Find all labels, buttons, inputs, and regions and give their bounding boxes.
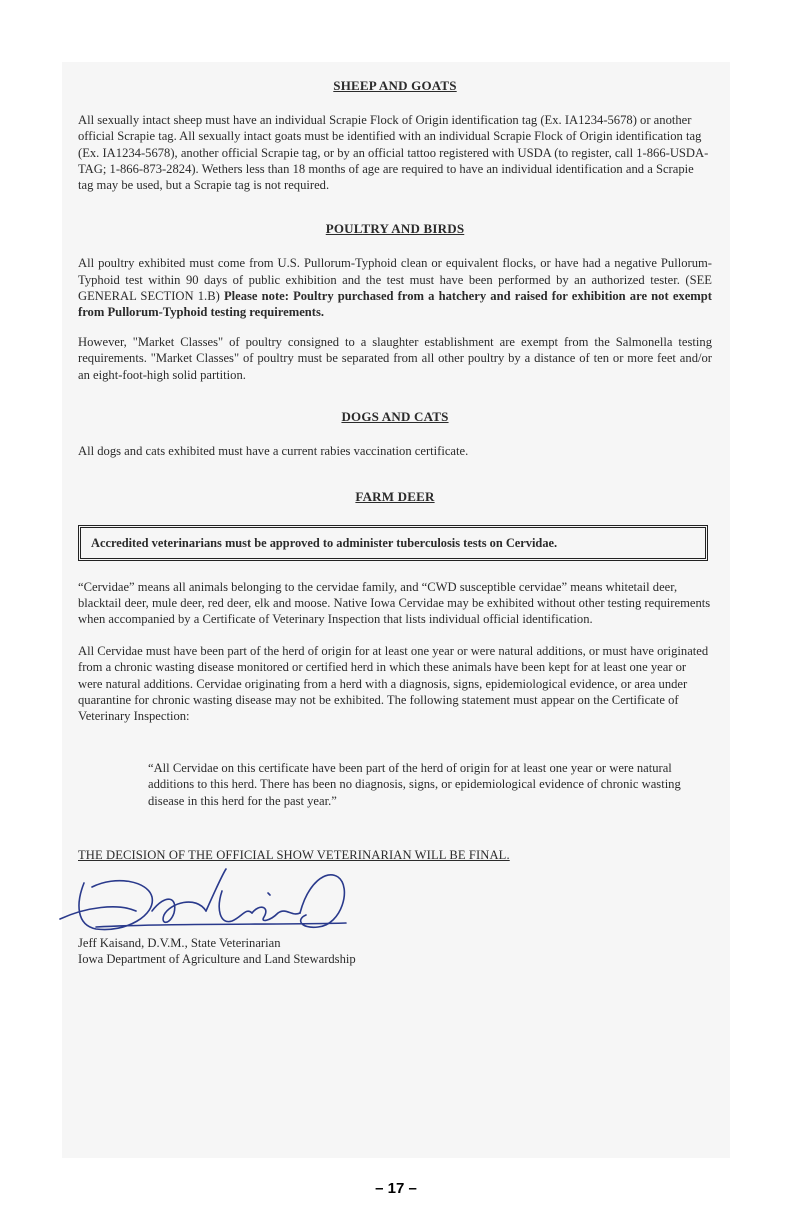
dogs-cats-paragraph: All dogs and cats exhibited must have a current rabies vaccination certificate. [78, 444, 469, 459]
final-decision-statement: THE DECISION OF THE OFFICIAL SHOW VETERINARIAN WILL BE FINAL. [78, 847, 510, 862]
handwritten-signature [56, 863, 386, 939]
cervidae-definition-paragraph: “Cervidae” means all animals belonging to the cervidae family, and “CWD susceptible cervidae” means whitetail deer, blacktail deer, mule deer, red deer, elk and moose. Native Iowa Cervidae may be exhibited without other testing requirements when accompanied by a Certificate of Veterinary Inspection that lists individual official identification. [78, 579, 711, 627]
certificate-statement-quote: “All Cervidae on this certificate have been part of the herd of origin for at least one year or were natural additions to this herd. There has been no diagnosis, signs, or epidemiological evidence of chronic wasting disease in this herd for the past year.” [148, 761, 681, 808]
sheep-goats-paragraph: All sexually intact sheep must have an individual Scrapie Flock of Origin identification tag (Ex. IA1234-5678) or another official Scrapie tag. All sexually intact goats must be identified with an individual Scrapie Flock of Origin identification tag (Ex. IA1234-5678), another official Scrapie tag, or by an official tattoo registered with USDA (to register, call 1-866-USDA-TAG; 1-866-873-2824). Wethers less than 18 months of age are required to have an individual identification and a Scrapie tag may be used, but a Scrapie tag is not required. [78, 113, 709, 193]
poultry-paragraph-1-text: All poultry exhibited must come from U.S. Pullorum-Typhoid clean or equivalent flocks, or have had a negative Pullorum-Typhoid test within 90 days of public exhibition and the test must have been performed by an authorized tester. (SEE GENERAL SECTION 1.B) [78, 256, 712, 303]
poultry-paragraph-2: However, "Market Classes" of poultry consigned to a slaughter establishment are exempt from the Salmonella testing requirements. "Market Classes" of poultry must be separated from all other poultry by a distance of ten or more feet and/or an eight-foot-high solid partition. [78, 335, 712, 382]
dogs-cats-heading: DOGS AND CATS [341, 408, 449, 424]
document-body [78, 78, 712, 968]
sheep-goats-heading: SHEEP AND GOATS [333, 78, 457, 93]
signer-name-title: Jeff Kaisand, D.V.M., State Veterinarian [78, 936, 281, 951]
page-number: – 17 – [375, 1180, 417, 1197]
poultry-paragraph-1 [78, 255, 712, 320]
signature-block [78, 863, 712, 935]
farm-deer-heading: FARM DEER [355, 489, 435, 505]
poultry-note-bold: Please note: Poultry purchased from a hatchery and raised for exhibition are not exempt from Pullorum-Typhoid testing requirements. [78, 288, 712, 320]
poultry-birds-heading: POULTRY AND BIRDS [325, 221, 465, 237]
signer-department: Iowa Department of Agriculture and Land Stewardship [78, 952, 356, 967]
cervidae-requirements-paragraph: All Cervidae must have been part of the herd of origin for at least one year or were natural additions, or must have originated from a chronic wasting disease monitored or certified herd in which these animals have been kept for at least one year or were natural additions. Cervidae originating from a herd with a diagnosis, signs, epidemiological evidence, or area under quarantine for chronic wasting disease may not be exhibited. The following statement must appear on the Certificate of Veterinary Inspection: [78, 644, 709, 724]
tuberculosis-notice-box: Accredited veterinarians must be approved to administer tuberculosis tests on Cervidae. [78, 525, 708, 560]
